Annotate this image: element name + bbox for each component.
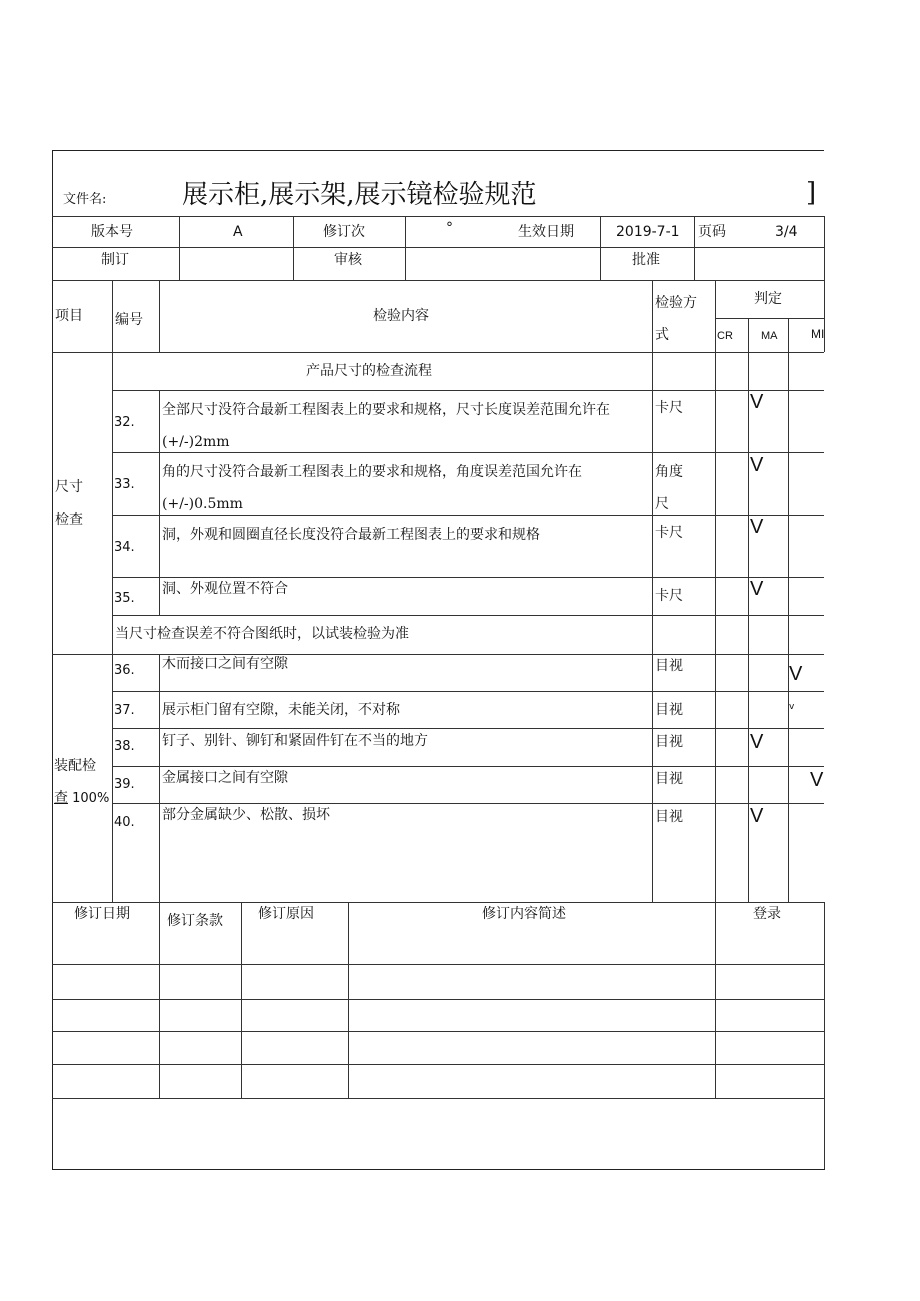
col-ma: MA bbox=[761, 330, 778, 342]
page-value: 3/4 bbox=[775, 224, 798, 240]
col-line bbox=[112, 280, 113, 902]
version-value: A bbox=[233, 224, 243, 240]
rev-line bbox=[52, 1098, 824, 1099]
revision-value: ° bbox=[446, 220, 453, 236]
row-number: 36. bbox=[114, 663, 135, 678]
header-divider bbox=[293, 216, 294, 280]
assembly-label-2: 查 100% bbox=[54, 790, 110, 806]
col-line bbox=[788, 318, 789, 902]
row-method: 目视 bbox=[655, 702, 683, 718]
revision-label: 修订次 bbox=[323, 224, 365, 240]
header-divider bbox=[694, 216, 695, 280]
made-label: 制订 bbox=[101, 252, 129, 268]
version-label: 版本号 bbox=[91, 224, 133, 240]
check-mark: v bbox=[789, 702, 795, 712]
check-mark: V bbox=[750, 578, 764, 600]
rev-summary-header: 修订内容简述 bbox=[482, 906, 566, 922]
rev-col-line bbox=[159, 902, 160, 1098]
row-content: 角的尺寸没符合最新工程图表上的要求和规格，角度误差范国允许在(+/-)0.5mm bbox=[162, 464, 582, 512]
row-content: 洞，外观和圆圈直径长度没符合最新工程图表上的要求和规格 bbox=[162, 527, 540, 543]
rev-line bbox=[52, 999, 824, 1000]
review-label: 审核 bbox=[334, 252, 362, 268]
rev-line bbox=[52, 964, 824, 965]
row-line bbox=[112, 766, 824, 767]
row-number: 37. bbox=[114, 703, 135, 718]
check-mark: V bbox=[750, 805, 764, 827]
document-title: 展示柜,展示架,展示镜检验规范 bbox=[182, 180, 537, 210]
col-item: 项目 bbox=[55, 308, 83, 324]
header-divider bbox=[179, 216, 180, 280]
row-line bbox=[112, 691, 824, 692]
size-label-1: 尺寸 bbox=[55, 479, 83, 495]
page-label: 页码 bbox=[698, 224, 726, 240]
size-label-2: 检查 bbox=[55, 512, 83, 528]
header-divider bbox=[824, 216, 825, 280]
rev-register-header: 登录 bbox=[753, 906, 781, 922]
rev-line bbox=[52, 1031, 824, 1032]
row-method: 卡尺 bbox=[655, 525, 683, 541]
row-line bbox=[52, 654, 824, 655]
row-line bbox=[112, 390, 824, 391]
size-note: 当尺寸检查误差不符合图纸时，以试装检验为准 bbox=[115, 626, 409, 642]
rev-line bbox=[52, 1064, 824, 1065]
row-content: 全部尺寸没符合最新工程图表上的要求和规格，尺寸长度误差范围允许在(+/-)2mm bbox=[162, 402, 610, 450]
rev-clause-header: 修订条款 bbox=[167, 913, 223, 929]
col-number: 编号 bbox=[115, 312, 143, 328]
col-line bbox=[748, 318, 749, 902]
row-line bbox=[112, 615, 824, 616]
row-method: 角度尺 bbox=[655, 464, 683, 512]
row-number: 35. bbox=[114, 591, 135, 606]
row-method: 卡尺 bbox=[655, 588, 683, 604]
header-divider bbox=[600, 216, 601, 280]
rev-col-line bbox=[348, 902, 349, 1098]
col-line bbox=[159, 390, 160, 616]
row-content: 钉子、别针、铆钉和紧固件钉在不当的地方 bbox=[162, 733, 428, 749]
row-method: 卡尺 bbox=[655, 400, 683, 416]
check-mark: V bbox=[789, 663, 803, 685]
check-mark: V bbox=[750, 391, 764, 413]
col-method-1: 检验方 bbox=[655, 295, 697, 311]
col-mi: MI bbox=[811, 327, 825, 341]
row-line bbox=[112, 728, 824, 729]
rev-col-line bbox=[715, 902, 716, 1098]
assembly-label-1: 装配检 bbox=[54, 758, 96, 774]
row-method: 目视 bbox=[655, 658, 683, 674]
row-content: 部分金属缺少、松散、损坏 bbox=[162, 807, 330, 823]
row-number: 39. bbox=[114, 777, 135, 792]
rev-col-line bbox=[824, 902, 825, 1169]
row-line bbox=[112, 577, 824, 578]
row-line bbox=[112, 803, 824, 804]
rev-line bbox=[52, 902, 824, 903]
row-number: 33. bbox=[114, 477, 135, 492]
row-content: 金属接口之间有空隙 bbox=[162, 770, 288, 786]
col-judge: 判定 bbox=[754, 291, 782, 307]
row-number: 34. bbox=[114, 540, 135, 555]
rev-reason-header: 修订原因 bbox=[258, 906, 314, 922]
file-label: 文件名: bbox=[63, 192, 107, 207]
check-mark: V bbox=[750, 516, 764, 538]
row-content: 展示柜门留有空隙，未能关闭，不对称 bbox=[162, 702, 400, 718]
check-mark: V bbox=[750, 731, 764, 753]
title-bracket: ] bbox=[806, 178, 817, 208]
col-line bbox=[715, 280, 716, 902]
rev-col-line bbox=[241, 902, 242, 1098]
header-line-3 bbox=[52, 280, 824, 281]
rev-date-header: 修订日期 bbox=[74, 906, 130, 922]
row-number: 32. bbox=[114, 415, 135, 430]
row-method: 目视 bbox=[655, 771, 683, 787]
effective-date-label: 生效日期 bbox=[518, 224, 574, 240]
col-content: 检验内容 bbox=[373, 308, 429, 324]
row-method: 目视 bbox=[655, 809, 683, 825]
col-line bbox=[824, 280, 825, 352]
row-line bbox=[715, 318, 824, 319]
header-line-2 bbox=[52, 247, 824, 248]
row-content: 木而接口之间有空隙 bbox=[162, 656, 288, 672]
row-content: 洞、外观位置不符合 bbox=[162, 581, 288, 597]
row-number: 38. bbox=[114, 739, 135, 754]
row-method: 目视 bbox=[655, 734, 683, 750]
header-divider bbox=[405, 216, 406, 280]
col-cr: CR bbox=[717, 330, 733, 342]
effective-date-value: 2019-7-1 bbox=[616, 224, 680, 240]
col-line bbox=[652, 280, 653, 902]
col-line bbox=[159, 280, 160, 352]
check-mark: V bbox=[810, 769, 824, 791]
row-number: 40. bbox=[114, 815, 135, 830]
row-line bbox=[52, 352, 824, 353]
header-line-1 bbox=[52, 216, 824, 217]
col-method-2: 式 bbox=[655, 327, 669, 343]
size-flow-title: 产品尺寸的检查流程 bbox=[306, 363, 432, 379]
approve-label: 批准 bbox=[632, 252, 660, 268]
check-mark: V bbox=[750, 454, 764, 476]
